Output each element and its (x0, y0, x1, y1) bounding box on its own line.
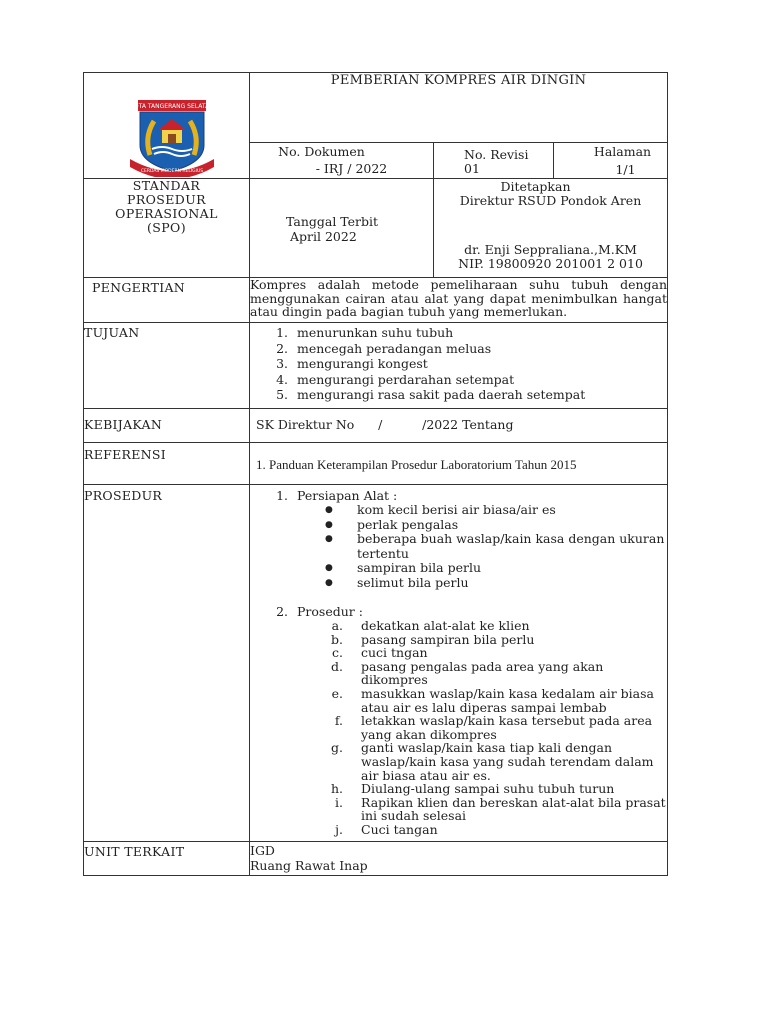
spo-name-cell (84, 179, 250, 278)
list-item: 1. menurunkan suhu tubuh (292, 325, 667, 341)
list-item: ● perlak pengalas (341, 518, 667, 533)
referensi-text: 1. Panduan Keterampilan Prosedur Laboratorium Tahun 2015 (250, 443, 668, 485)
list-item: g. ganti waslap/kain kasa tiap kali dengan waslap/kain kasa yang sudah terendam dalam air biasa atau air es. (347, 741, 667, 782)
list-item: Ruang Rawat Inap (250, 858, 368, 873)
list-item: 4. mengurangi perdarahan setempat (292, 372, 667, 388)
section-title: Persiapan Alat : (297, 488, 398, 503)
section-persiapan (292, 488, 667, 590)
spo-line2: PROSEDUR (127, 192, 206, 207)
list-item: f. letakkan waslap/kain kasa tersebut pada area yang akan dikompres (347, 714, 667, 741)
prosedur-cell (250, 485, 668, 842)
tujuan-cell (250, 323, 668, 409)
tujuan-list (250, 325, 667, 403)
tujuan-label: TUJUAN (84, 323, 250, 409)
signer-nip: NIP. 19800920 201001 2 010 (458, 256, 643, 271)
list-item: e. masukkan waslap/kain kasa kedalam air biasa atau air es lalu diperas sampai lembab (347, 687, 667, 714)
kebijakan-label: KEBIJAKAN (84, 409, 250, 443)
list-item: ● selimut bila perlu (341, 576, 667, 591)
no-dokumen-value: - IRJ / 2022 (315, 161, 388, 176)
no-revisi-cell (434, 143, 554, 179)
halaman-label: Halaman (593, 144, 652, 159)
tanggal-terbit-label: Tanggal Terbit (286, 214, 379, 229)
kebijakan-text: SK Direktur No / /2022 Tentang (250, 409, 668, 443)
signer-name: dr. Enji Seppraliana.,M.KM (464, 242, 637, 257)
halaman-value: 1/1 (615, 162, 636, 177)
prosedur-sections (250, 488, 667, 837)
logo-cell (84, 73, 250, 179)
pengertian-text: Kompres adalah metode pemeliharaan suhu tubuh dengan menggunakan cairan atau alat yang dapat menimbulkan hangat atau dingin pada bagian tubuh yang memerlukan. (250, 278, 668, 323)
section-title: Prosedur : (297, 604, 363, 619)
halaman-cell (554, 143, 668, 179)
tanggal-terbit-cell (250, 179, 434, 278)
no-dokumen-cell (250, 143, 434, 179)
spo-line1: STANDAR (132, 178, 201, 193)
referensi-label: REFERENSI (84, 443, 250, 485)
no-revisi-label: No. Revisi (464, 147, 529, 162)
logo-label: KOTA TANGERANG SELATAN (130, 103, 214, 110)
spo-table (83, 72, 668, 876)
no-revisi-value: 01 (464, 161, 480, 176)
pengertian-label: PENGERTIAN (84, 278, 250, 323)
list-item: ● beberapa buah waslap/kain kasa dengan ukuran tertentu (341, 532, 667, 561)
direktur-label: Direktur RSUD Pondok Aren (459, 193, 642, 208)
tanggal-terbit-value: April 2022 (290, 229, 357, 244)
spo-document (83, 72, 667, 876)
prosedur-steps (297, 619, 667, 837)
list-item: h. Diulang-ulang sampai suhu tubuh turun (347, 782, 667, 796)
ditetapkan-cell (434, 179, 668, 278)
section-prosedur (292, 604, 667, 837)
spo-line3: OPERASIONAL (115, 206, 218, 221)
document-title: PEMBERIAN KOMPRES AIR DINGIN (250, 73, 668, 143)
list-item: 5. mengurangi rasa sakit pada daerah setempat (292, 387, 667, 403)
list-item: c. cuci tngan (347, 646, 667, 660)
list-item: IGD (250, 843, 275, 858)
list-item: j. Cuci tangan (347, 823, 667, 837)
ditetapkan-label: Ditetapkan (500, 179, 571, 194)
no-dokumen-label: No. Dokumen (278, 144, 365, 159)
city-logo (122, 97, 222, 177)
persiapan-list (297, 503, 667, 590)
list-item: 2. mencegah peradangan meluas (292, 341, 667, 357)
spo-line4: (SPO) (147, 220, 186, 235)
list-item: a. dekatkan alat-alat ke klien (347, 619, 667, 633)
list-item: 3. mengurangi kongest (292, 356, 667, 372)
list-item: b. pasang sampiran bila perlu (347, 633, 667, 647)
logo-motto: CERDAS MODERN RELIGIUS (140, 169, 204, 174)
list-item: d. pasang pengalas pada area yang akan dikompres (347, 660, 667, 687)
list-item: i. Rapikan klien dan bereskan alat-alat bila prasat ini sudah selesai (347, 796, 667, 823)
unit-terkait-cell (250, 842, 668, 876)
list-item: ● kom kecil berisi air biasa/air es (341, 503, 667, 518)
prosedur-label: PROSEDUR (84, 485, 250, 842)
list-item: ● sampiran bila perlu (341, 561, 667, 576)
unit-terkait-label: UNIT TERKAIT (84, 842, 250, 876)
